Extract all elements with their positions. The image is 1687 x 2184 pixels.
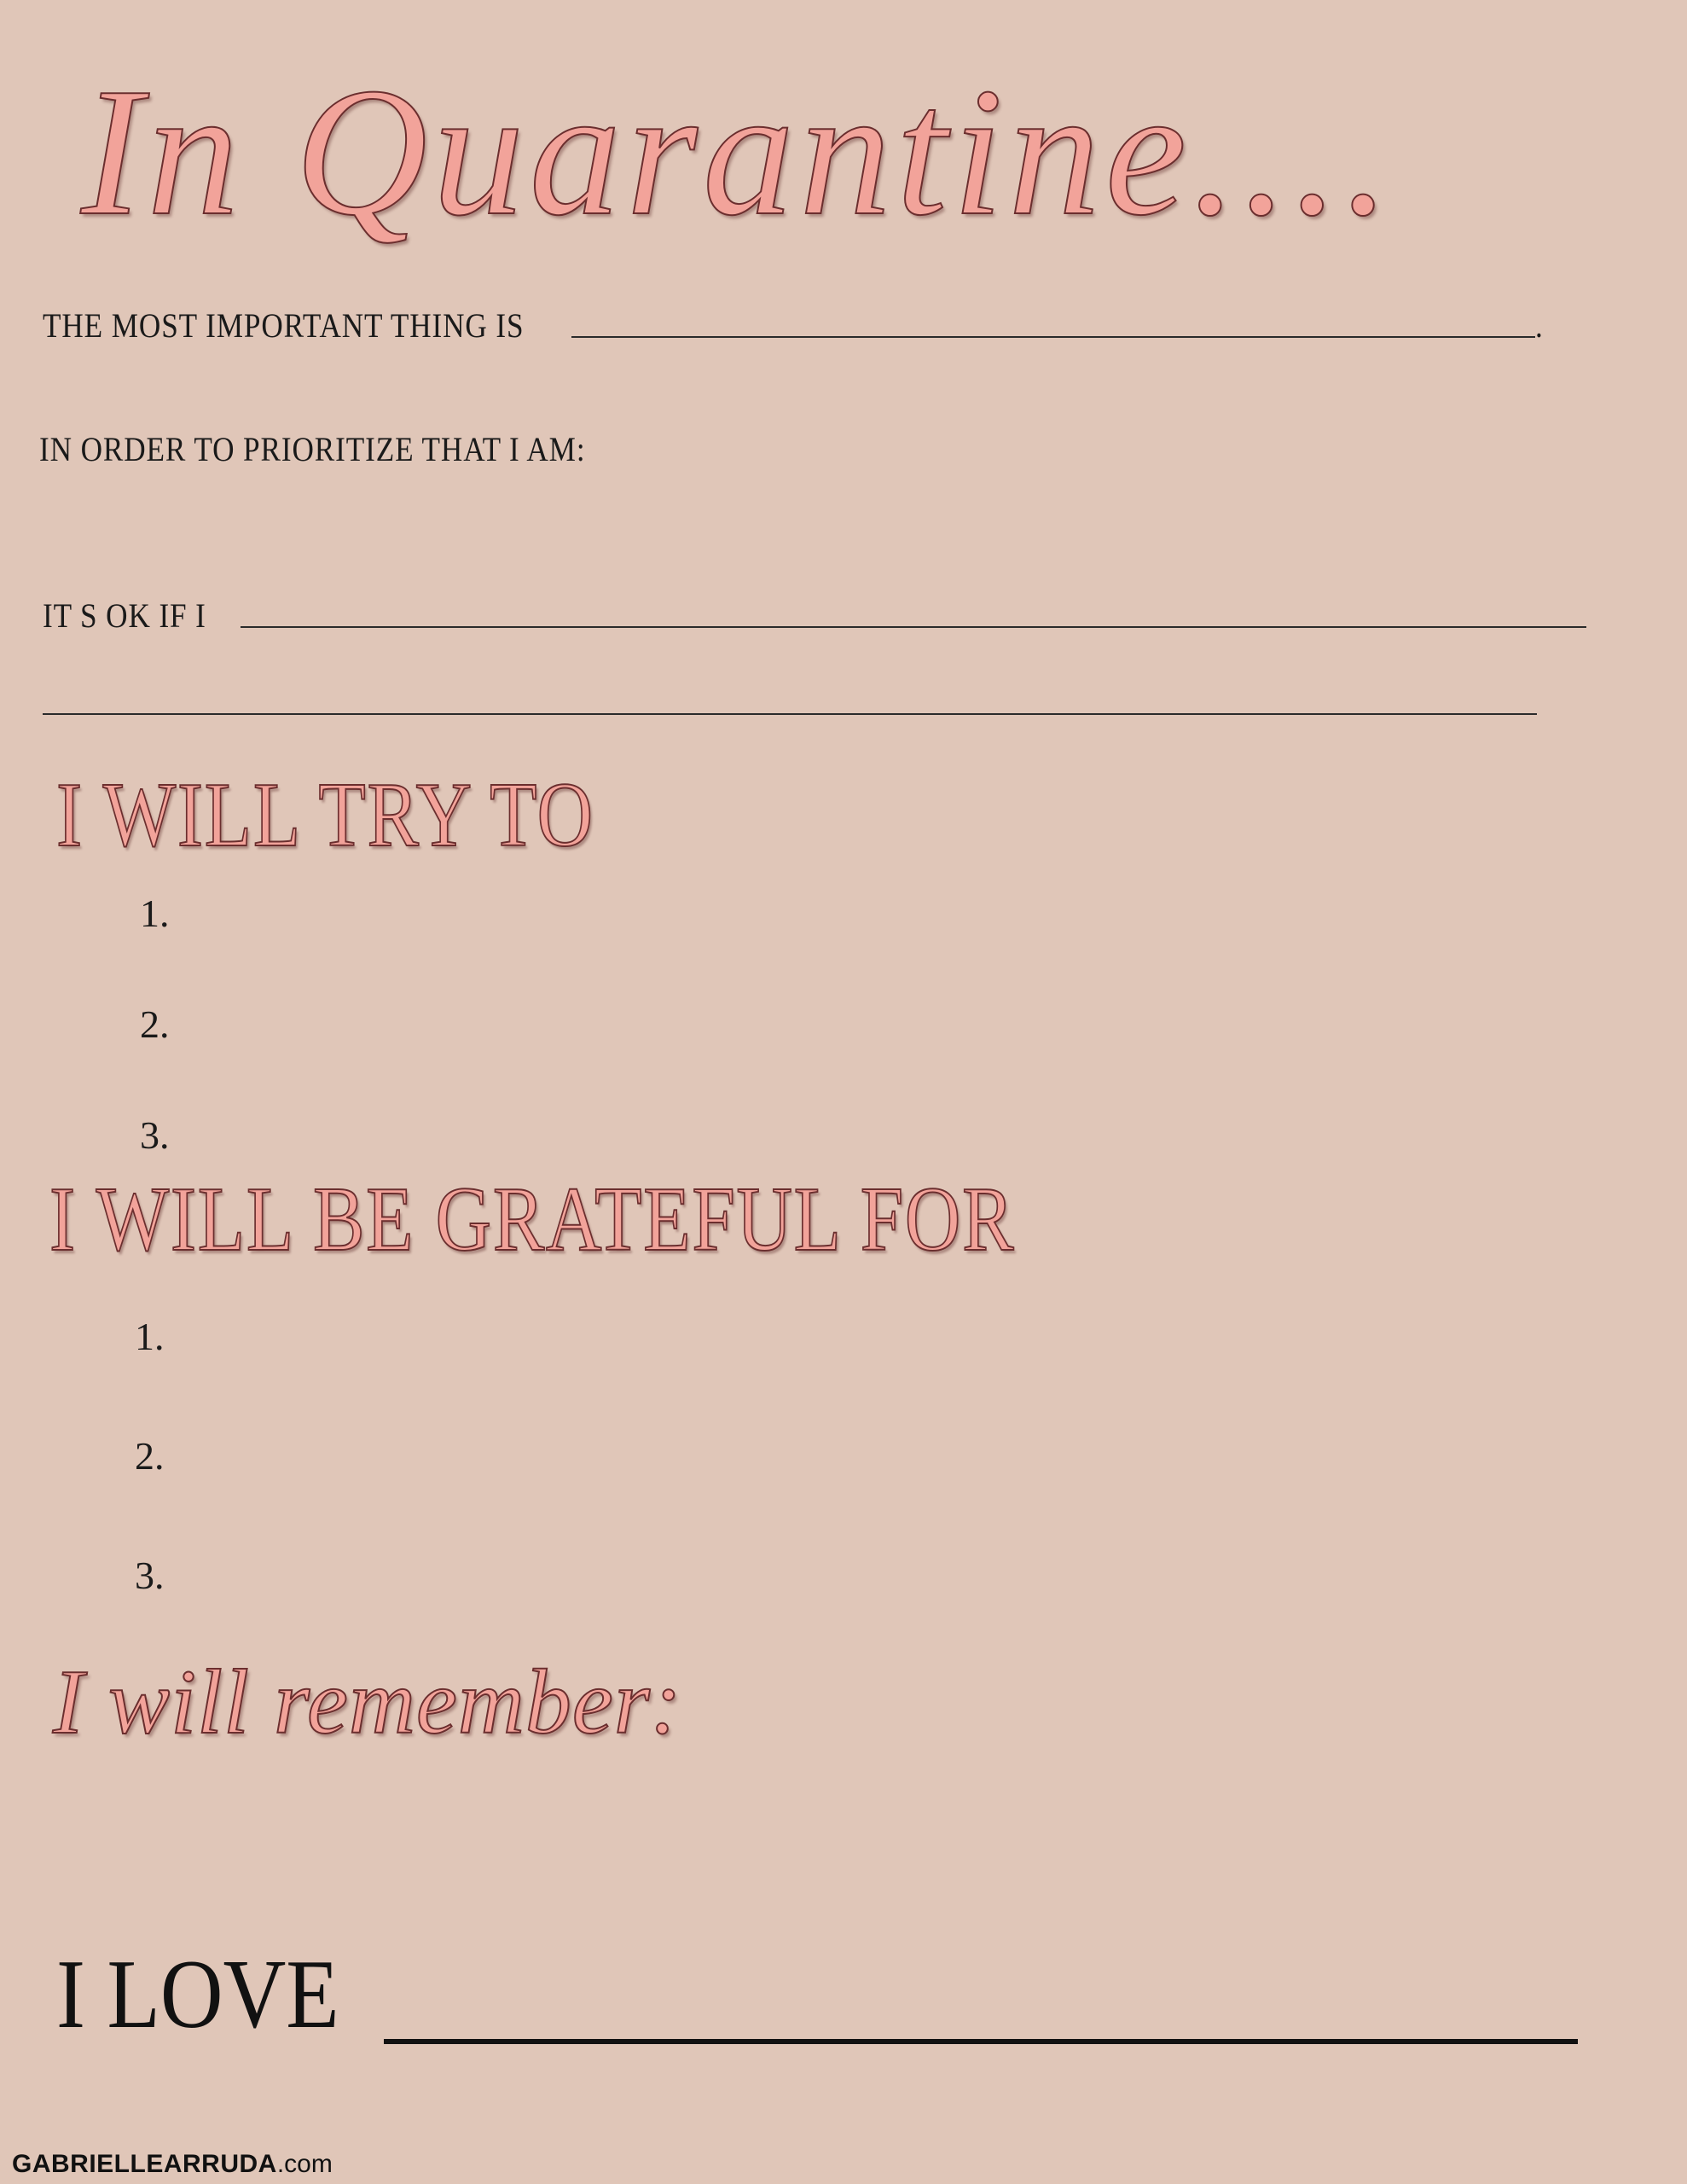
grateful-item-3: 3.: [135, 1554, 165, 1597]
heading-will-try: I WILL TRY TO: [56, 764, 594, 866]
grateful-item-2: 2.: [135, 1434, 165, 1478]
footer-brand: GABRIELLEARRUDA: [12, 2150, 277, 2178]
grateful-item-1: 1.: [135, 1315, 165, 1358]
prompt-ok-if: IT S OK IF I: [43, 596, 206, 635]
answer-line-most-important[interactable]: [571, 336, 1535, 338]
heading-will-remember: I will remember:: [53, 1652, 682, 1753]
try-item-2: 2.: [140, 1002, 170, 1046]
answer-line-ok-if[interactable]: [241, 626, 1586, 628]
heading-grateful-for: I WILL BE GRATEFUL FOR: [49, 1169, 1016, 1270]
page-title: In Quarantine....: [81, 49, 1396, 253]
try-item-3: 3.: [140, 1113, 170, 1157]
answer-line-ok-if-continued[interactable]: [43, 713, 1537, 715]
prompt-most-important-period: .: [1535, 306, 1544, 345]
footer-tld: .com: [276, 2150, 333, 2178]
prompt-prioritize: IN ORDER TO PRIORITIZE THAT I AM:: [39, 430, 586, 468]
answer-line-love[interactable]: [384, 2039, 1578, 2044]
footer-website: [12, 2152, 333, 2177]
try-item-1: 1.: [140, 892, 170, 935]
love-label: I LOVE: [56, 1940, 339, 2049]
prompt-most-important: THE MOST IMPORTANT THING IS: [43, 306, 525, 345]
